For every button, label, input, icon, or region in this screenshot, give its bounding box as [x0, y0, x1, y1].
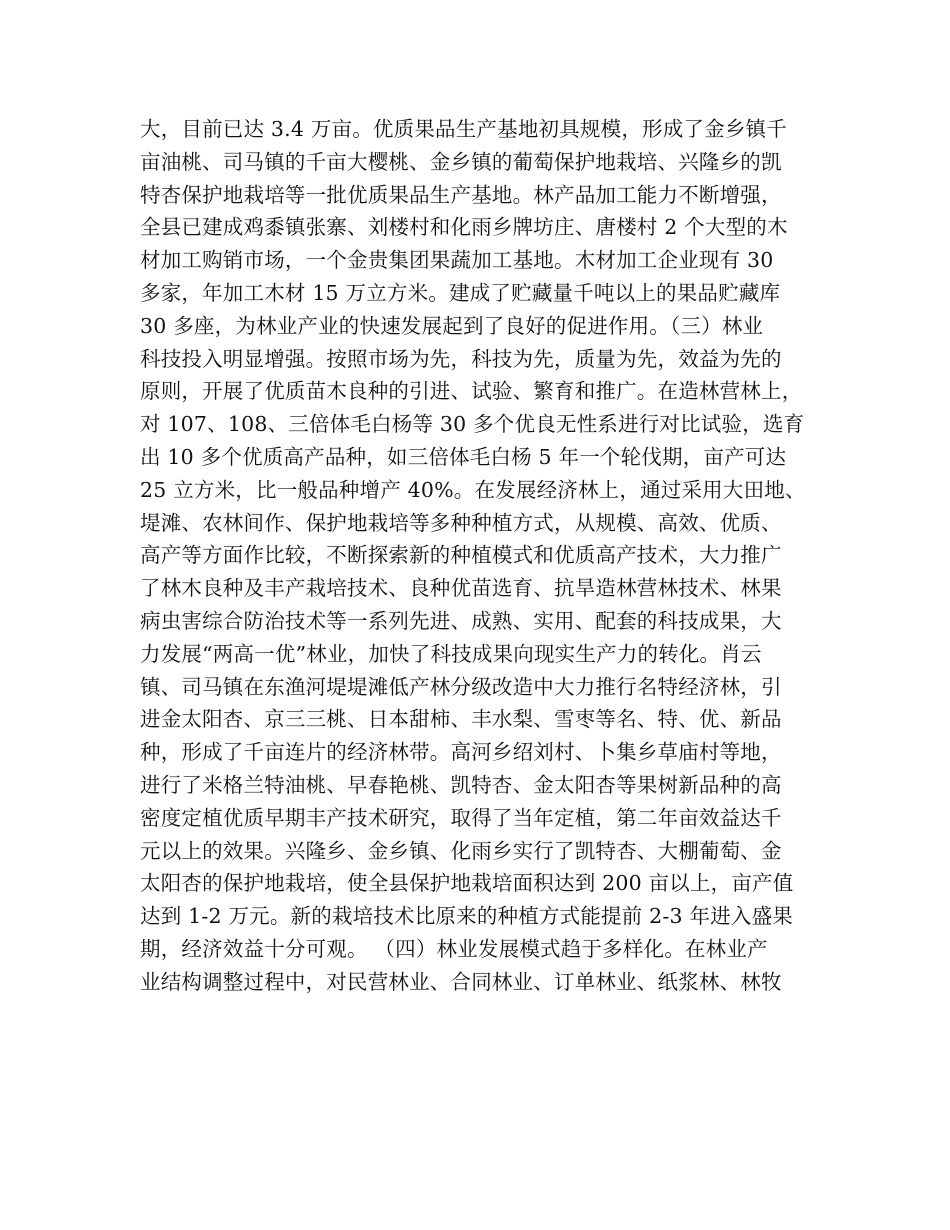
text-line: 期，经济效益十分可观。 （四）林业发展模式趋于多样化。在林业产 [140, 936, 768, 961]
text-line: 原则，开展了优质苗木良种的引进、试验、繁育和推广。在造林营林上， [140, 379, 803, 404]
body-text [140, 113, 820, 999]
text-line: 元以上的效果。兴隆乡、金乡镇、化雨乡实行了凯特杏、大棚葡萄、金 [140, 838, 782, 863]
text-line: 密度定植优质早期丰产技术研究，取得了当年定植，第二年亩效益达千 [140, 805, 782, 830]
text-line: 特杏保护地栽培等一批优质果品生产基地。林产品加工能力不断增强， [140, 182, 782, 207]
text-line: 25 立方米，比一般品种增产 40%。在发展经济林上，通过采用大田地、 [140, 477, 806, 502]
text-line: 多家，年加工木材 15 万立方米。建成了贮藏量千吨以上的果品贮藏库 [140, 280, 781, 305]
text-line: 大，目前已达 3.4 万亩。优质果品生产基地初具规模，形成了金乡镇千 [140, 117, 787, 141]
text-line: 堤滩、农林间作、保护地栽培等多种种植方式，从规模、高效、优质、 [140, 510, 782, 535]
text-line: 病虫害综合防治技术等一系列先进、成熟、实用、配套的科技成果，大 [140, 608, 782, 633]
text-line: 太阳杏的保护地栽培，使全县保护地栽培面积达到 200 亩以上，亩产值 [140, 871, 794, 896]
text-line: 对 107、108、三倍体毛白杨等 30 多个优良无性系进行对比试验，选育 [140, 412, 805, 437]
text-line: 高产等方面作比较，不断探索新的种植模式和优质高产技术，大力推广 [140, 543, 782, 568]
text-line: 镇、司马镇在东渔河堤堤滩低产林分级改造中大力推行名特经济林，引 [140, 674, 782, 699]
text-line: 业结构调整过程中，对民营林业、合同林业、订单林业、纸浆林、林牧 [140, 969, 782, 994]
text-line: 全县已建成鸡黍镇张寨、刘楼村和化雨乡牌坊庄、唐楼村 2 个大型的木 [140, 215, 788, 240]
text-line: 材加工购销市场，一个金贵集团果蔬加工基地。木材加工企业现有 30 [140, 248, 774, 273]
text-line: 进行了米格兰特油桃、早春艳桃、凯特杏、金太阳杏等果树新品种的高 [140, 772, 782, 797]
text-line: 进金太阳杏、京三三桃、日本甜柿、丰水梨、雪枣等名、特、优、新品 [140, 707, 782, 732]
text-line: 了林木良种及丰产栽培技术、良种优苗选育、抗旱造林营林技术、林果 [140, 576, 782, 601]
text-line: 出 10 多个优质高产品种，如三倍体毛白杨 5 年一个轮伐期，亩产可达 [140, 444, 787, 469]
text-line: 30 多座，为林业产业的快速发展起到了良好的促进作用。（三）林业 [140, 313, 764, 338]
text-line: 达到 1-2 万元。新的栽培技术比原来的种植方式能提前 2-3 年进入盛果 [140, 904, 793, 929]
text-line: 亩油桃、司马镇的千亩大樱桃、金乡镇的葡萄保护地栽培、兴隆乡的凯 [140, 149, 782, 174]
text-line: 力发展“两高一优”林业，加快了科技成果向现实生产力的转化。肖云 [140, 641, 762, 666]
text-line: 科技投入明显增强。按照市场为先，科技为先，质量为先，效益为先的 [140, 346, 782, 371]
text-line: 种，形成了千亩连片的经济林带。高河乡绍刘村、卜集乡草庙村等地， [140, 740, 782, 765]
